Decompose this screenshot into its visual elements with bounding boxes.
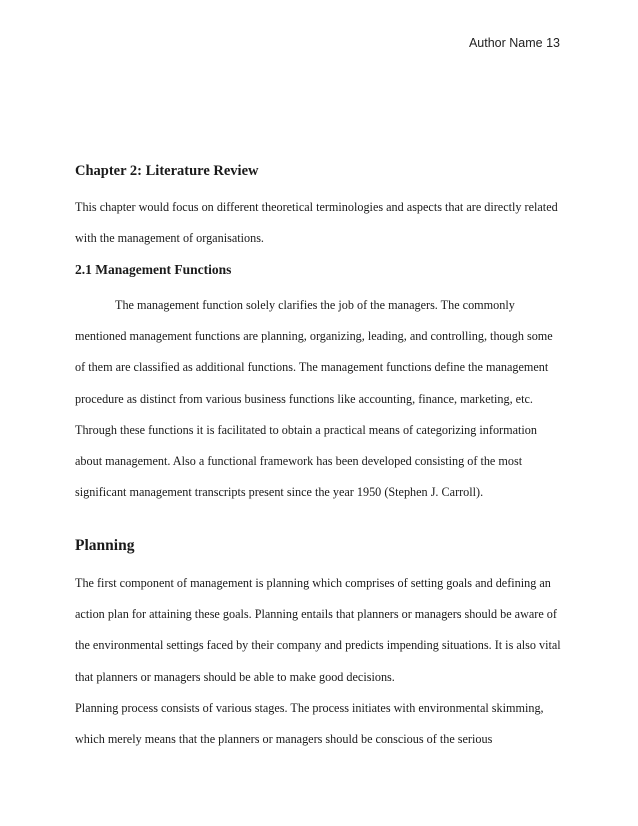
running-head: Author Name 13 [468, 36, 560, 50]
section-paragraph: The management function solely clarifies the job of the managers. The commonly mentioned management functions are planning, organizing, leading, and controlling, though some of them are classified as additional functions. The management functions define the management procedure as distinct from various business functions like accounting, finance, marketing, etc. Through these functions it is facilitated to obtain a practical means of categorizing information about management. Also a functional framework has been developed consisting of the most significant management transcripts present since the year 1950 (Stephen J. Carroll). [75, 298, 553, 500]
planning-title: Planning [75, 537, 135, 554]
planning-paragraph-2: Planning process consists of various stages. The process initiates with environmental skimming, which merely means that the planners or managers should be conscious of the serious [75, 701, 544, 747]
planning-paragraph-1: The first component of management is planning which comprises of setting goals and defining an action plan for attaining these goals. Planning entails that planners or managers should be aware of the environmental settings faced by their company and predicts impending situations. It is also vital that planners or managers should be able to make good decisions. [75, 576, 561, 684]
section-title: 2.1 Management Functions [75, 262, 232, 277]
intro-paragraph: This chapter would focus on different theoretical terminologies and aspects that are directly related with the management of organisations. [75, 200, 558, 246]
chapter-title: Chapter 2: Literature Review [75, 163, 259, 179]
